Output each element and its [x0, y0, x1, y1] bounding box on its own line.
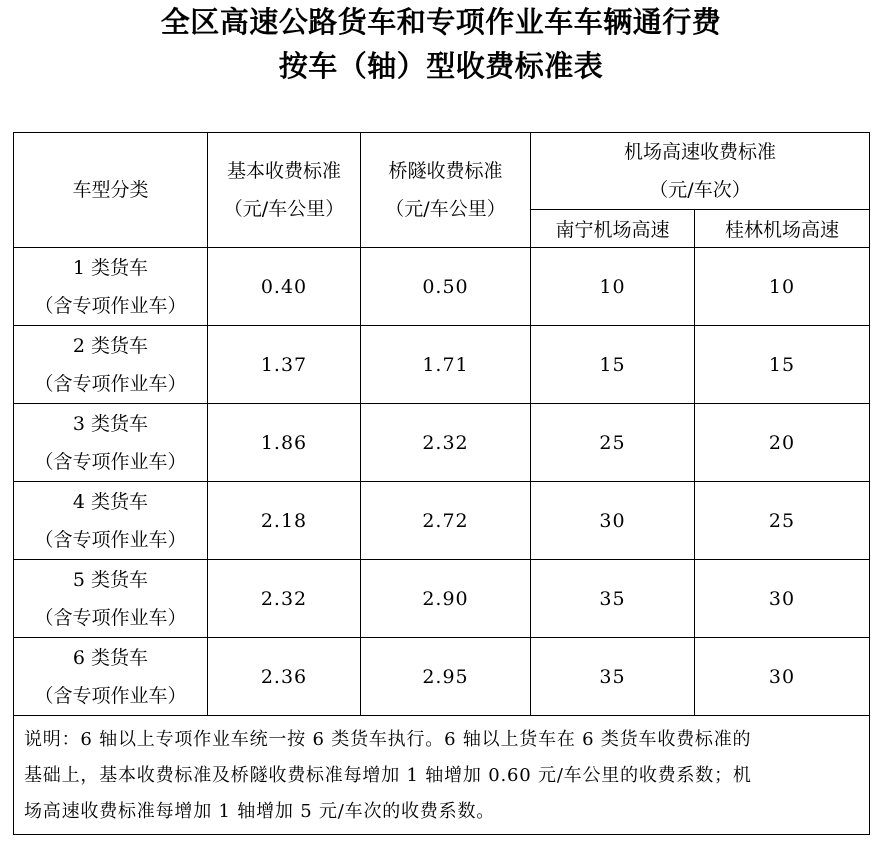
- row-category: 3 类货车: [72, 412, 149, 435]
- row-bridge-rate: 2.95: [361, 638, 531, 716]
- footnote-line: 说明：6 轴以上专项作业车统一按 6 类货车执行。6 轴以上货车在 6 类货车收费标准的: [24, 729, 752, 750]
- row-guilin-fee: 25: [695, 482, 870, 560]
- footnote: [14, 716, 870, 835]
- row-nanning-fee: 10: [531, 248, 695, 326]
- row-bridge-rate: 2.32: [361, 404, 531, 482]
- row-category-note: （含专项作业车）: [34, 450, 187, 473]
- table-row: [14, 248, 870, 326]
- header-basic-rate: [208, 133, 361, 248]
- table-row: [14, 326, 870, 404]
- row-category-note: （含专项作业车）: [34, 372, 187, 395]
- header-airport: [531, 133, 870, 210]
- row-bridge-rate: 2.90: [361, 560, 531, 638]
- row-basic-rate: 2.32: [208, 560, 361, 638]
- row-category: 5 类货车: [72, 568, 149, 591]
- row-category: 1 类货车: [72, 256, 149, 279]
- header-guilin-airport: 桂林机场高速: [695, 210, 870, 248]
- fee-standard-table: [13, 132, 870, 835]
- header-bridge-rate: [361, 133, 531, 248]
- table-row: [14, 404, 870, 482]
- row-guilin-fee: 20: [695, 404, 870, 482]
- row-guilin-fee: 30: [695, 560, 870, 638]
- row-category-cell: [14, 404, 208, 482]
- row-category-cell: [14, 482, 208, 560]
- row-bridge-rate: 2.72: [361, 482, 531, 560]
- table-row: [14, 482, 870, 560]
- row-nanning-fee: 15: [531, 326, 695, 404]
- row-category-cell: [14, 326, 208, 404]
- row-basic-rate: 0.40: [208, 248, 361, 326]
- row-guilin-fee: 30: [695, 638, 870, 716]
- row-nanning-fee: 35: [531, 560, 695, 638]
- row-category-note: （含专项作业车）: [34, 294, 187, 317]
- row-category: 6 类货车: [72, 646, 149, 669]
- row-category-cell: [14, 638, 208, 716]
- header-airport-unit: （元/车次）: [649, 179, 751, 201]
- row-category-cell: [14, 560, 208, 638]
- header-basic-rate-unit: （元/车公里）: [223, 198, 345, 220]
- header-bridge-rate-unit: （元/车公里）: [385, 198, 506, 220]
- document-title-line-2: 按车（轴）型收费标准表: [278, 49, 604, 83]
- row-bridge-rate: 1.71: [361, 326, 531, 404]
- row-category-note: （含专项作业车）: [34, 684, 187, 707]
- header-category: 车型分类: [14, 133, 208, 248]
- row-category-cell: [14, 248, 208, 326]
- table-row: [14, 560, 870, 638]
- header-bridge-rate-label: 桥隧收费标准: [388, 160, 503, 182]
- footnote-line: 场高速收费标准每增加 1 轴增加 5 元/车次的收费系数。: [24, 801, 496, 822]
- row-basic-rate: 1.37: [208, 326, 361, 404]
- document-title-line-1: 全区高速公路货车和专项作业车车辆通行费: [160, 5, 722, 39]
- row-guilin-fee: 10: [695, 248, 870, 326]
- row-nanning-fee: 35: [531, 638, 695, 716]
- footnote-row: [14, 716, 870, 835]
- row-basic-rate: 1.86: [208, 404, 361, 482]
- row-guilin-fee: 15: [695, 326, 870, 404]
- table-row: [14, 638, 870, 716]
- row-category-note: （含专项作业车）: [34, 606, 187, 629]
- row-category-note: （含专项作业车）: [34, 528, 187, 551]
- header-airport-label: 机场高速收费标准: [624, 141, 777, 163]
- row-category: 4 类货车: [72, 490, 149, 513]
- row-category: 2 类货车: [72, 334, 149, 357]
- row-basic-rate: 2.18: [208, 482, 361, 560]
- row-bridge-rate: 0.50: [361, 248, 531, 326]
- header-basic-rate-label: 基本收费标准: [226, 160, 341, 182]
- header-nanning-airport: 南宁机场高速: [531, 210, 695, 248]
- footnote-line: 基础上，基本收费标准及桥隧收费标准每增加 1 轴增加 0.60 元/车公里的收费系数；机: [24, 765, 752, 786]
- row-basic-rate: 2.36: [208, 638, 361, 716]
- row-nanning-fee: 30: [531, 482, 695, 560]
- row-nanning-fee: 25: [531, 404, 695, 482]
